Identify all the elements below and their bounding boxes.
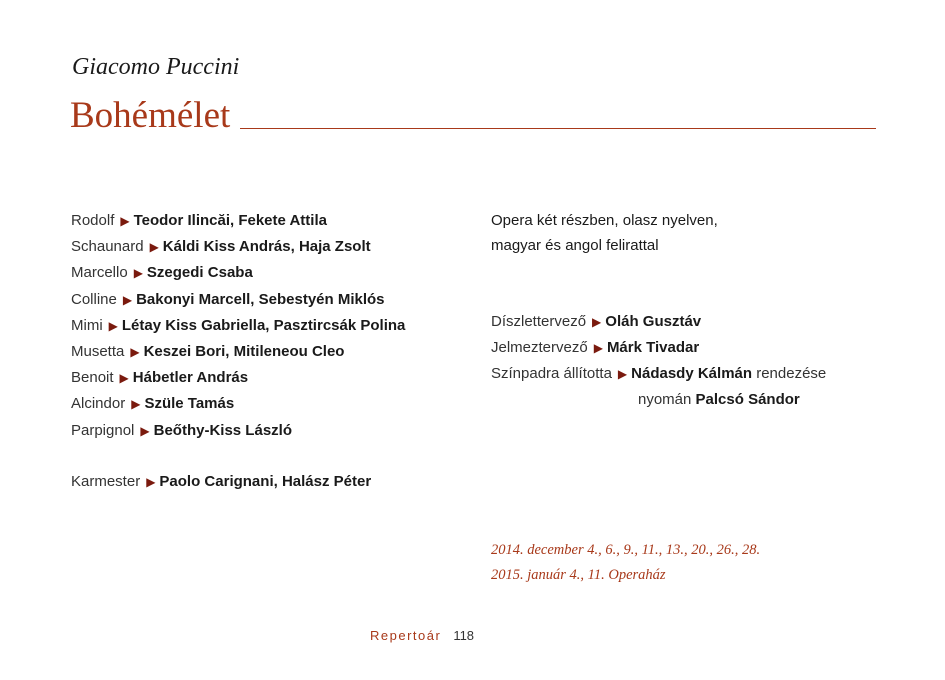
cast-row — [71, 418, 471, 444]
triangle-right-icon: ▶ — [119, 371, 129, 386]
person-name: Nádasdy Kálmán — [631, 365, 753, 383]
person-name: Palcsó Sándor — [695, 391, 800, 409]
dates-line: 2015. január 4., 11. Operaház — [491, 567, 666, 583]
performer-names: Keszei Bori, Mitileneou Cleo — [143, 343, 345, 361]
triangle-right-icon: ▶ — [108, 318, 118, 333]
cast-row — [71, 287, 471, 313]
triangle-right-icon: ▶ — [131, 397, 141, 412]
description-line: Opera két részben, olasz nyelven, — [491, 212, 718, 229]
title-underline — [240, 128, 876, 129]
performer-names: Bakonyi Marcell, Sebestyén Miklós — [136, 290, 385, 308]
performer-names: Létay Kiss Gabriella, Pasztircsák Polina — [121, 316, 406, 334]
cast-row — [71, 260, 471, 286]
performer-names: Teodor Ilincăi, Fekete Attila — [133, 212, 327, 229]
performer-names: Szegedi Csaba — [146, 264, 253, 282]
role-label: Alcindor — [71, 395, 126, 413]
cast-list — [71, 208, 471, 495]
performer-names: Szüle Tamás — [144, 395, 235, 413]
role-label: Színpadra állította — [491, 365, 612, 383]
cast-row — [71, 391, 471, 417]
performer-names: Káldi Kiss András, Haja Zsolt — [162, 238, 371, 256]
page-number: 118 — [453, 628, 475, 643]
triangle-right-icon: ▶ — [592, 314, 602, 329]
opera-title: Bohémélet — [70, 95, 231, 136]
section-label: Repertoár — [370, 628, 442, 643]
triangle-right-icon: ▶ — [130, 345, 140, 360]
spacer — [491, 258, 891, 308]
person-name: Oláh Gusztáv — [605, 312, 702, 330]
dates-line: 2014. december 4., 6., 9., 11., 13., 20., 26., 28. — [491, 542, 761, 558]
set-designer-row — [491, 309, 891, 335]
costume-designer-row — [491, 335, 891, 361]
person-name: Márk Tivadar — [606, 339, 700, 356]
description-line: magyar és angol felirattal — [491, 237, 659, 255]
conductor-names: Paolo Carignani, Halász Péter — [159, 473, 372, 491]
stage-director-row — [491, 361, 891, 387]
triangle-right-icon: ▶ — [593, 341, 603, 355]
triangle-right-icon: ▶ — [140, 423, 150, 438]
performer-names: Hábetler András — [132, 369, 249, 387]
role-label: Mimi — [71, 316, 103, 334]
cast-row — [71, 313, 471, 339]
triangle-right-icon: ▶ — [120, 214, 130, 228]
triangle-right-icon: ▶ — [146, 475, 156, 490]
role-label: Benoit — [71, 369, 114, 387]
cast-row — [71, 339, 471, 365]
role-label: Musetta — [71, 343, 125, 361]
cast-row — [71, 365, 471, 391]
triangle-right-icon: ▶ — [122, 292, 133, 307]
triangle-right-icon: ▶ — [149, 240, 159, 255]
role-label: Karmester — [71, 473, 141, 491]
title-row — [70, 92, 876, 136]
after-label: nyomán — [638, 391, 692, 409]
direction-suffix: rendezése — [756, 365, 827, 383]
performer-names: Beőthy-Kiss László — [153, 421, 292, 439]
role-label: Marcello — [71, 264, 128, 282]
production-info — [491, 208, 891, 413]
role-label: Colline — [71, 290, 117, 308]
performance-dates — [491, 538, 760, 588]
composer-name: Giacomo Puccini — [72, 54, 240, 80]
role-label: Parpignol — [71, 421, 135, 439]
conductor-row — [71, 469, 471, 495]
role-label: Rodolf — [71, 212, 115, 229]
spacer — [71, 444, 471, 469]
role-label: Díszlettervező — [491, 312, 587, 330]
cast-row — [71, 208, 471, 234]
cast-row — [71, 234, 471, 260]
page-footer — [370, 628, 474, 643]
triangle-right-icon: ▶ — [133, 266, 143, 281]
role-label: Schaunard — [71, 238, 144, 256]
stage-director-row-2 — [491, 387, 891, 412]
role-label: Jelmeztervező — [491, 339, 588, 356]
triangle-right-icon: ▶ — [617, 367, 628, 382]
